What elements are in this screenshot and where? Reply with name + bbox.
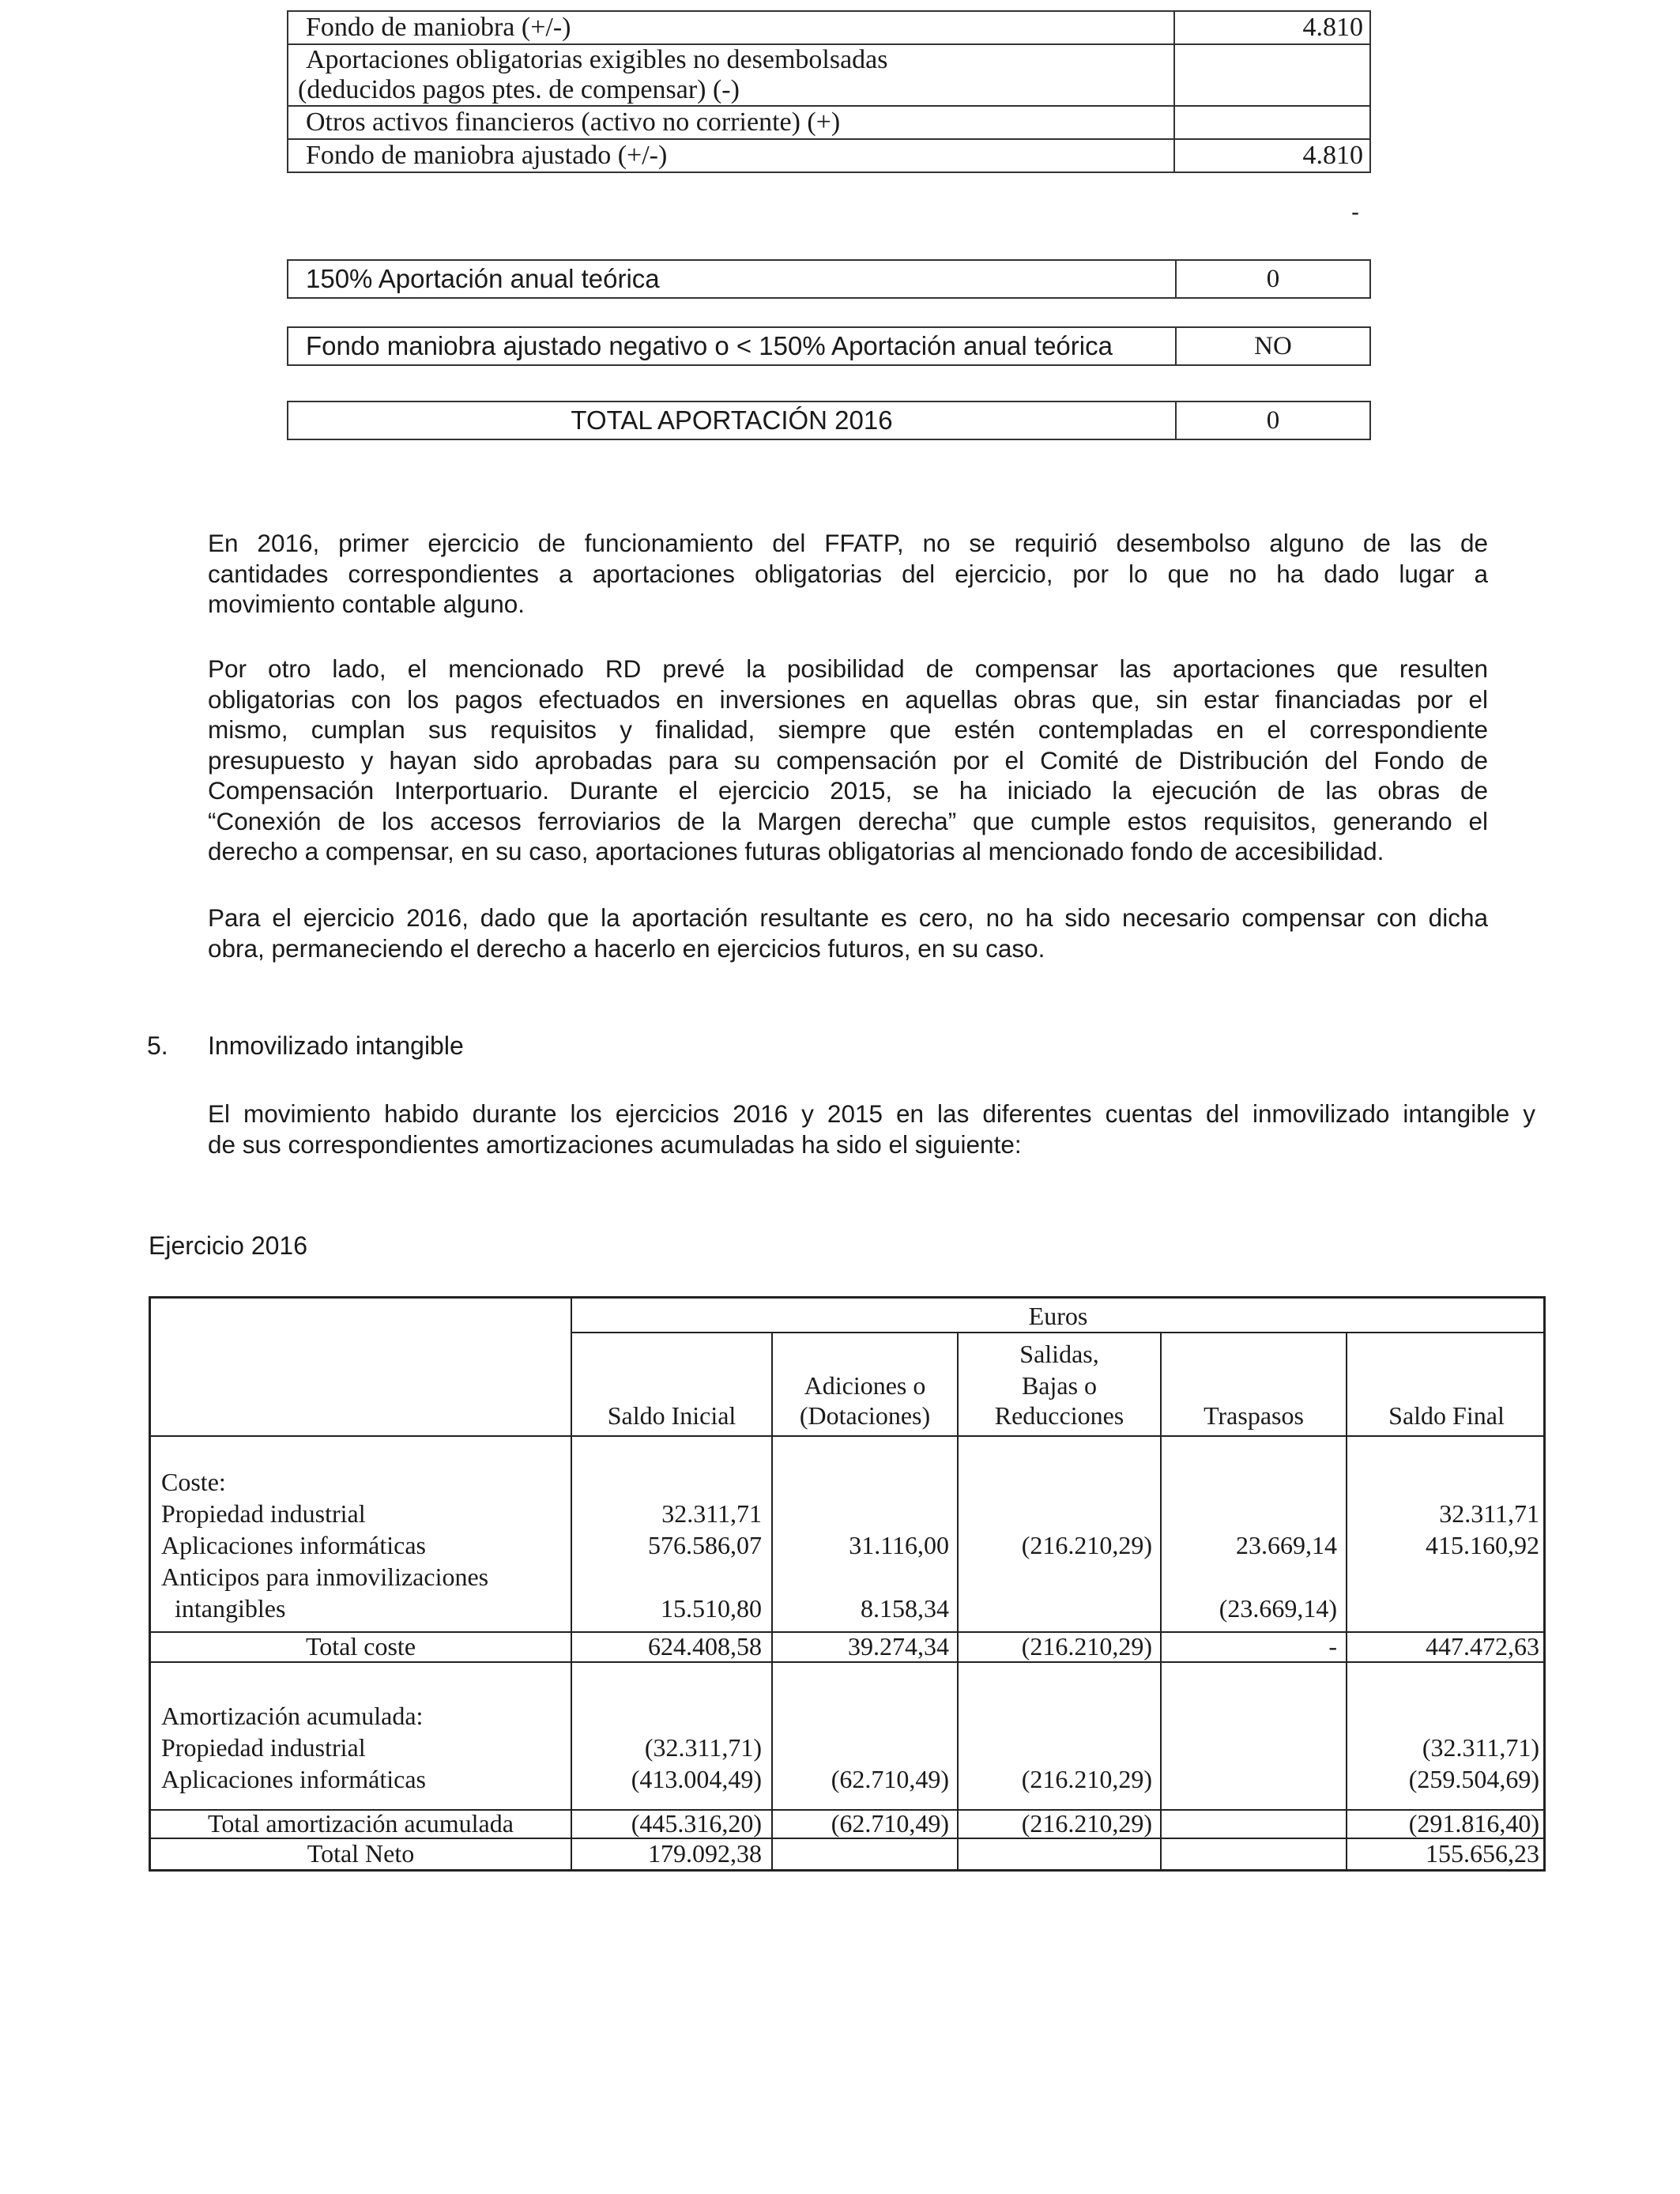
cell-saldo-final: 447.472,63 bbox=[1426, 1632, 1539, 1661]
row-value bbox=[1174, 44, 1370, 106]
paragraph-2 bbox=[208, 654, 1488, 867]
row-label: Otros activos financieros (activo no corriente) (+) bbox=[288, 106, 1174, 139]
text-line: movimiento contable alguno. bbox=[208, 590, 525, 618]
column-header: Bajas o bbox=[1021, 1371, 1098, 1400]
column-header: Reducciones bbox=[994, 1401, 1124, 1430]
row-label-line: (deducidos pagos ptes. de compensar) (-) bbox=[298, 75, 740, 104]
row-divider bbox=[571, 1332, 1543, 1333]
dash-mark: - bbox=[1351, 199, 1359, 225]
section-number: 5. bbox=[147, 1031, 168, 1060]
table-row bbox=[288, 11, 1370, 44]
text-line: presupuesto y hayan sido aprobadas para su compensación por el Comité de Distribución del Fondo de bbox=[208, 745, 1488, 775]
row-label: Fondo de maniobra ajustado (+/-) bbox=[288, 139, 1174, 172]
cell-adiciones: 39.274,34 bbox=[848, 1632, 949, 1661]
text-line: obra, permaneciendo el derecho a hacerlo en ejercicios futuros, en su caso. bbox=[208, 933, 1045, 963]
cell-saldo-inicial: 624.408,58 bbox=[648, 1632, 762, 1661]
column-header: Saldo Final bbox=[1388, 1401, 1505, 1430]
row-label: Anticipos para inmovilizaciones bbox=[161, 1563, 489, 1591]
paragraph-4 bbox=[208, 1099, 1535, 1159]
aportacion-teorica-box bbox=[287, 259, 1371, 299]
total-aportacion-box bbox=[287, 401, 1371, 440]
row-label: Total Neto bbox=[307, 1839, 415, 1868]
table-row bbox=[288, 139, 1370, 172]
section-label: Amortización acumulada: bbox=[161, 1702, 424, 1730]
column-header: Adiciones o bbox=[804, 1371, 926, 1400]
column-header: (Dotaciones) bbox=[799, 1401, 931, 1430]
table-row bbox=[288, 106, 1370, 139]
text-line: Para el ejercicio 2016, dado que la aportación resultante es cero, no ha sido necesario compensar con dicha bbox=[208, 903, 1488, 932]
text-line: de sus correspondientes amortizaciones acumuladas ha sido el siguiente: bbox=[208, 1129, 1022, 1159]
cell-saldo-inicial: (413.004,49) bbox=[631, 1765, 762, 1793]
row-label-line: Aportaciones obligatorias exigibles no desembolsadas bbox=[306, 45, 888, 74]
fondo-maniobra-table bbox=[287, 10, 1371, 173]
text-line: Por otro lado, el mencionado RD prevé la posibilidad de compensar las aportaciones que resulten bbox=[208, 654, 1488, 683]
row-label: Aplicaciones informáticas bbox=[161, 1531, 426, 1559]
cell-saldo-inicial: 576.586,07 bbox=[648, 1531, 762, 1559]
cell-salidas: (216.210,29) bbox=[1021, 1765, 1152, 1793]
paragraph-1 bbox=[208, 528, 1488, 620]
cell-adiciones: 8.158,34 bbox=[861, 1594, 949, 1623]
aportacion-teorica-label: 150% Aportación anual teórica bbox=[288, 260, 1176, 298]
row-value: 4.810 bbox=[1174, 139, 1370, 172]
column-header: Traspasos bbox=[1203, 1401, 1304, 1430]
cell-saldo-final: 415.160,92 bbox=[1426, 1531, 1539, 1559]
cell-traspasos: 23.669,14 bbox=[1236, 1531, 1337, 1559]
text-line: “Conexión de los accesos ferroviarios de la Margen derecha” que cumple estos requisitos, generando el bbox=[208, 806, 1488, 835]
cell-saldo-final: 32.311,71 bbox=[1439, 1499, 1539, 1528]
cell-saldo-final: 155.656,23 bbox=[1426, 1839, 1539, 1868]
total-aportacion-value: 0 bbox=[1176, 401, 1370, 439]
column-header: Saldo Inicial bbox=[607, 1401, 736, 1430]
text-line: Compensación Interportuario. Durante el ejercicio 2015, se ha iniciado la ejecución de las obras de bbox=[208, 776, 1488, 805]
cell-saldo-final: (259.504,69) bbox=[1408, 1765, 1539, 1793]
row-divider bbox=[151, 1435, 1543, 1437]
comparacion-label: Fondo maniobra ajustado negativo o < 150% Aportación anual teórica bbox=[288, 327, 1176, 365]
text-line: En 2016, primer ejercicio de funcionamiento del FFATP, no se requirió desembolso alguno de las de bbox=[208, 529, 1488, 557]
cell-saldo-inicial: 15.510,80 bbox=[661, 1594, 762, 1623]
row-label: Total coste bbox=[305, 1632, 416, 1661]
text-line: cantidades correspondientes a aportaciones obligatorias del ejercicio, por lo que no ha dado lugar a bbox=[208, 559, 1488, 588]
row-label: Aplicaciones informáticas bbox=[161, 1765, 426, 1793]
cell-saldo-final: (291.816,40) bbox=[1408, 1809, 1539, 1838]
cell-traspasos: - bbox=[1328, 1632, 1337, 1661]
inmovilizado-movements-table bbox=[149, 1296, 1546, 1872]
cell-adiciones: 31.116,00 bbox=[849, 1531, 949, 1559]
section-title: Inmovilizado intangible bbox=[208, 1031, 464, 1060]
text-line: mismo, cumplan sus requisitos y finalidad, siempre que estén contempladas en el correspondiente bbox=[208, 715, 1488, 744]
row-label: intangibles bbox=[175, 1594, 286, 1623]
cell-salidas: (216.210,29) bbox=[1021, 1531, 1152, 1559]
row-label bbox=[288, 44, 1174, 106]
column-header: Salidas, bbox=[1019, 1340, 1099, 1368]
cell-traspasos: (23.669,14) bbox=[1219, 1594, 1337, 1623]
aportacion-teorica-value: 0 bbox=[1176, 260, 1370, 298]
ejercicio-label: Ejercicio 2016 bbox=[149, 1231, 307, 1260]
row-value: 4.810 bbox=[1174, 11, 1370, 44]
cell-saldo-inicial: (32.311,71) bbox=[644, 1733, 762, 1762]
paragraph-3 bbox=[208, 903, 1488, 963]
text-line: obligatorias con los pagos efectuados en inversiones en aquellas obras que, sin estar financiadas por el bbox=[208, 684, 1488, 714]
comparacion-value: NO bbox=[1176, 327, 1370, 365]
text-line: El movimiento habido durante los ejercicios 2016 y 2015 en las diferentes cuentas del inmovilizado intangible y bbox=[208, 1099, 1535, 1128]
cell-salidas: (216.210,29) bbox=[1021, 1632, 1152, 1661]
row-label: Total amortización acumulada bbox=[208, 1809, 514, 1838]
cell-adiciones: (62.710,49) bbox=[831, 1809, 949, 1838]
row-value bbox=[1174, 106, 1370, 139]
group-header: Euros bbox=[1028, 1302, 1088, 1330]
section-label: Coste: bbox=[161, 1468, 226, 1496]
cell-saldo-inicial: 32.311,71 bbox=[661, 1499, 762, 1528]
row-label: Propiedad industrial bbox=[161, 1733, 366, 1762]
cell-saldo-inicial: 179.092,38 bbox=[648, 1839, 762, 1868]
text-line: derecho a compensar, en su caso, aportaciones futuras obligatorias al mencionado fondo de accesibilidad. bbox=[208, 837, 1384, 865]
total-aportacion-label: TOTAL APORTACIÓN 2016 bbox=[288, 401, 1176, 439]
cell-salidas: (216.210,29) bbox=[1021, 1809, 1152, 1838]
cell-saldo-inicial: (445.316,20) bbox=[631, 1809, 762, 1838]
cell-adiciones: (62.710,49) bbox=[831, 1765, 949, 1793]
cell-saldo-final: (32.311,71) bbox=[1422, 1733, 1539, 1762]
row-label: Fondo de maniobra (+/-) bbox=[288, 11, 1174, 44]
table-row bbox=[288, 44, 1370, 106]
row-label: Propiedad industrial bbox=[161, 1499, 366, 1528]
comparacion-box bbox=[287, 326, 1371, 366]
